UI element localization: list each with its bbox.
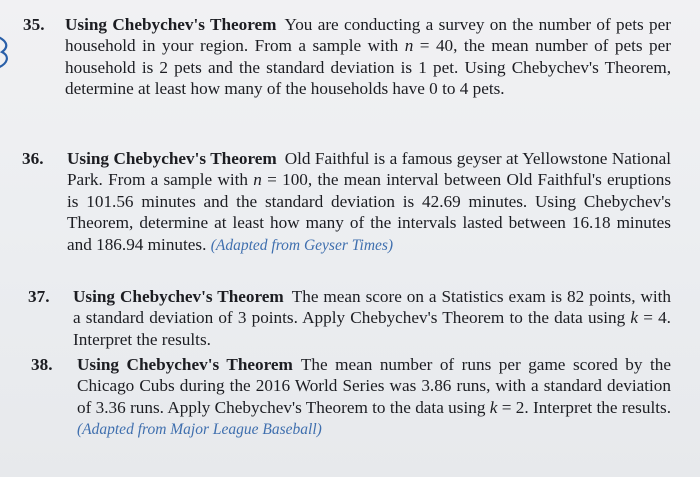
margin-annotation-mark bbox=[0, 30, 16, 70]
exercise-35 bbox=[23, 14, 671, 100]
exercise-body bbox=[77, 354, 671, 441]
exercise-36 bbox=[22, 148, 672, 256]
exercise-title: Using Chebychev's Theorem bbox=[77, 355, 293, 374]
exercise-variable: k bbox=[630, 308, 639, 328]
exercise-number: 38. bbox=[31, 355, 53, 374]
exercise-number: 36. bbox=[22, 149, 44, 168]
exercise-number: 37. bbox=[28, 287, 50, 306]
exercise-variable: k bbox=[489, 397, 498, 417]
exercise-body bbox=[67, 148, 671, 256]
exercise-body bbox=[65, 14, 671, 100]
exercise-text-part-2: = 2. Interpret the results. bbox=[497, 397, 671, 417]
exercise-38 bbox=[31, 354, 671, 441]
exercise-source: (Adapted from Major League Baseball) bbox=[77, 421, 322, 439]
exercise-text-part-1: The mean number of runs per game scored by the Chicago Cubs during the 2016 World Series was 3.86 runs, with a standard deviation of 3.36 runs. Apply Chebychev's Theorem to the data using bbox=[77, 355, 671, 417]
exercise-text-part-2: = 40, the mean number of pets per household is 2 pets and the standard deviation is 1 pet. Using Chebychev's Theorem, determine at least how many of the households have 0 to 4 pets. bbox=[65, 36, 671, 99]
exercise-source: (Adapted from Geyser Times) bbox=[210, 236, 394, 254]
exercise-37 bbox=[28, 286, 671, 350]
exercise-title: Using Chebychev's Theorem bbox=[65, 15, 277, 34]
exercise-text-part-1: The mean score on a Statistics exam is 82 points, with a standard deviation of 3 points. Apply Chebychev's Theorem to the data using bbox=[73, 287, 671, 328]
exercise-text-part-1: You are conducting a survey on the number of pets per household in your region. From a sample with bbox=[65, 15, 671, 56]
exercise-title: Using Chebychev's Theorem bbox=[73, 287, 284, 306]
exercise-title: Using Chebychev's Theorem bbox=[67, 149, 277, 168]
exercise-body bbox=[73, 286, 671, 350]
exercise-variable: n bbox=[253, 170, 262, 190]
exercise-number: 35. bbox=[23, 15, 45, 34]
exercise-variable: n bbox=[404, 36, 414, 56]
exercise-text-part-2: = 4. Interpret the results. bbox=[73, 308, 671, 349]
exercise-text-part-1: Old Faithful is a famous geyser at Yellowstone National Park. From a sample with bbox=[67, 149, 672, 190]
exercise-text-part-2: = 100, the mean interval between Old Faithful's eruptions is 101.56 minutes and the standard deviation is 42.69 minutes. Using Chebychev's Theorem, determine at least how many of the intervals lasted between 16.18 minutes and 186.94 minutes. bbox=[67, 170, 672, 254]
